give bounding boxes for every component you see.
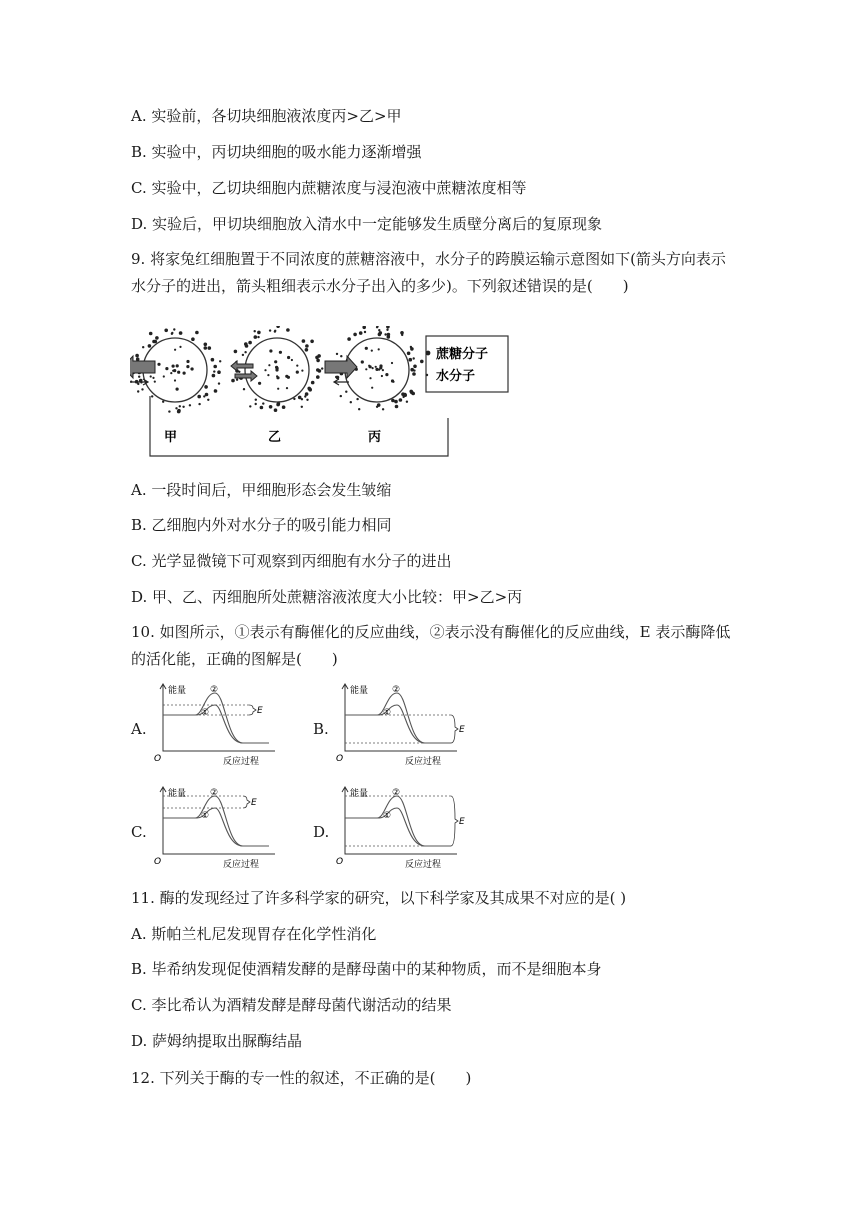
legend-water: 水分子 [436, 369, 476, 384]
energy-graph-c [153, 786, 283, 871]
q11-stem: 11. 酶的发现经过了许多科学家的研究，以下科学家及其成果不对应的是( ) [131, 889, 627, 907]
e-label: E [459, 725, 465, 735]
cell-bing [325, 326, 424, 411]
x-axis-label: 反应过程 [405, 757, 442, 767]
y-axis-label: 能量 [168, 789, 187, 799]
e-label: E [459, 817, 465, 827]
q8-option-d: D. 实验后，甲切块细胞放入清水中一定能够发生质壁分离后的复原现象 [131, 215, 603, 233]
curve-1-label: ① [201, 708, 210, 718]
energy-graph-a [153, 683, 283, 768]
y-axis-label: 能量 [168, 686, 187, 696]
q12-stem: 12. 下列关于酶的专一性的叙述，不正确的是( ) [131, 1069, 472, 1087]
curve-1-label: ① [201, 811, 210, 821]
y-axis-label: 能量 [350, 789, 369, 799]
origin-label: O [154, 857, 162, 867]
q10-stem: 10. 如图所示，①表示有酶催化的反应曲线，②表示没有酶催化的反应曲线，E 表示酶降低的活化能，正确的图解是( ) [131, 623, 731, 668]
x-axis-label: 反应过程 [223, 757, 260, 767]
q11-option-b: B. 毕希纳发现促使酒精发酵的是酵母菌中的某种物质，而不是细胞本身 [131, 960, 602, 978]
y-axis-label: 能量 [350, 686, 369, 696]
q9-option-b: B. 乙细胞内外对水分子的吸引能力相同 [131, 516, 392, 534]
origin-label: O [336, 754, 344, 764]
x-axis-label: 反应过程 [223, 860, 260, 870]
legend-sucrose: 蔗糖分子 [436, 347, 489, 362]
cell-label-jia: 甲 [164, 430, 178, 445]
energy-graph-d [335, 786, 465, 871]
curve-1-label: ① [383, 708, 392, 718]
q10-option-a: A. [131, 720, 147, 738]
q8-option-b: B. 实验中，丙切块细胞的吸水能力逐渐增强 [131, 143, 422, 161]
q9-option-d: D. 甲、乙、丙细胞所处蔗糖溶液浓度大小比较：甲>乙>丙 [131, 588, 523, 606]
curve-2-label: ② [392, 788, 401, 798]
cell-yi [231, 326, 323, 412]
origin-label: O [154, 754, 162, 764]
curve-2-label: ② [210, 685, 219, 695]
e-label: E [257, 706, 263, 716]
q9-option-a: A. 一段时间后，甲细胞形态会发生皱缩 [131, 481, 392, 499]
origin-label: O [336, 857, 344, 867]
x-axis-label: 反应过程 [405, 860, 442, 870]
q8-option-c: C. 实验中，乙切块细胞内蔗糖浓度与浸泡液中蔗糖浓度相等 [131, 179, 527, 197]
q11-option-c: C. 李比希认为酒精发酵是酵母菌代谢活动的结果 [131, 996, 452, 1014]
curve-1-label: ① [383, 811, 392, 821]
q11-option-d: D. 萨姆纳提取出脲酶结晶 [131, 1032, 303, 1050]
cell-label-bing: 丙 [368, 430, 382, 445]
q10-option-b: B. [313, 720, 329, 738]
energy-graph-b [335, 683, 465, 768]
q8-option-a: A. 实验前，各切块细胞液浓度丙>乙>甲 [131, 107, 402, 125]
curve-2-label: ② [210, 788, 219, 798]
q11-option-a: A. 斯帕兰札尼发现胃存在化学性消化 [131, 925, 377, 943]
q10-option-d: D. [313, 823, 330, 841]
curve-2-label: ② [392, 685, 401, 695]
e-label: E [251, 798, 257, 808]
q9-stem: 9. 将家兔红细胞置于不同浓度的蔗糖溶液中，水分子的跨膜运输示意图如下(箭头方向表示水分子的进出，箭头粗细表示水分子出入的多少)。下列叙述错误的是( ) [131, 250, 726, 295]
q10-option-c: C. [131, 823, 147, 841]
q9-figure [130, 326, 520, 462]
cell-jia [130, 328, 221, 413]
cell-label-yi: 乙 [268, 430, 282, 445]
q9-option-c: C. 光学显微镜下可观察到丙细胞有水分子的进出 [131, 552, 452, 570]
